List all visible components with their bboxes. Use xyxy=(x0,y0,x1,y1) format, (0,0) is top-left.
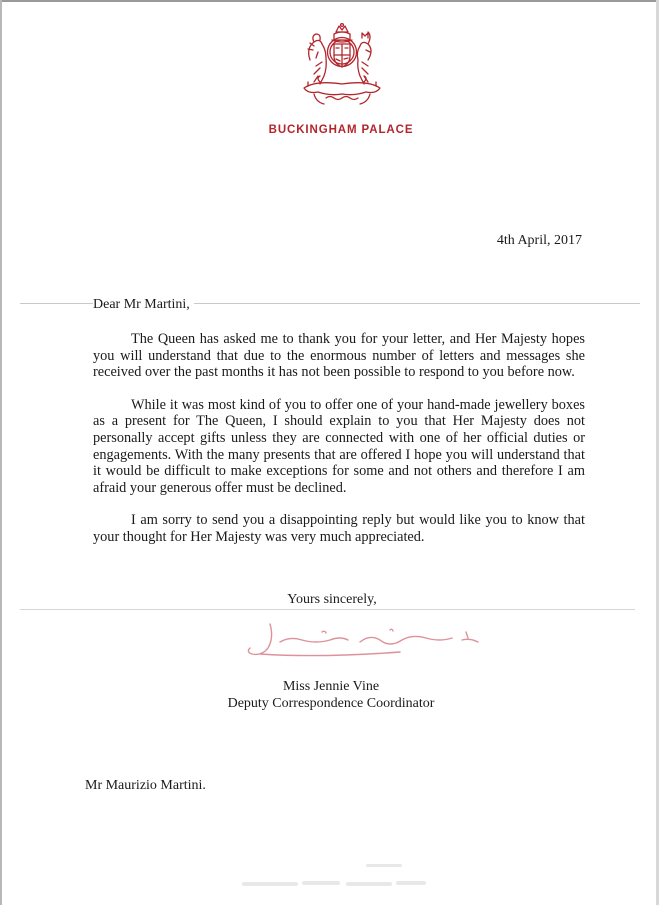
letterhead-title: BUCKINGHAM PALACE xyxy=(268,124,414,136)
body-paragraph: While it was most kind of you to offer one of your hand-made jewellery boxes as a present for The Queen, I should explain to you that Her Majesty does not personally accept gifts unless they are connected with one of her official duties or engagements. With the many presents that are offered I hope you will understand that it would be difficult to make exceptions for some and not others and therefore I am afraid your generous offer must be declined. xyxy=(93,396,585,496)
closing: Yours sincerely, xyxy=(287,592,377,607)
handwritten-signature-icon xyxy=(230,618,490,662)
fold-line-lower xyxy=(20,609,635,610)
signer-title: Deputy Correspondence Coordinator xyxy=(227,696,435,711)
letter-date: 4th April, 2017 xyxy=(496,233,582,248)
salutation: Dear Mr Martini, xyxy=(93,297,194,313)
scan-edge-top xyxy=(0,0,659,2)
signer-name: Miss Jennie Vine xyxy=(282,679,380,694)
royal-coat-of-arms-icon xyxy=(296,22,388,110)
body-paragraph: The Queen has asked me to thank you for your letter, and Her Majesty hopes you will understand that due to the enormous number of letters and messages she received over the past months it has not been possible to respond to you before now. xyxy=(93,331,585,381)
letter-body xyxy=(93,331,585,562)
recipient-name: Mr Maurizio Martini. xyxy=(85,778,206,793)
body-paragraph: I am sorry to send you a disappointing reply but would like you to know that your thought for Her Majesty was very much appreciated. xyxy=(93,512,585,545)
signer-block xyxy=(0,678,659,712)
bleed-through-smudge xyxy=(238,862,438,892)
